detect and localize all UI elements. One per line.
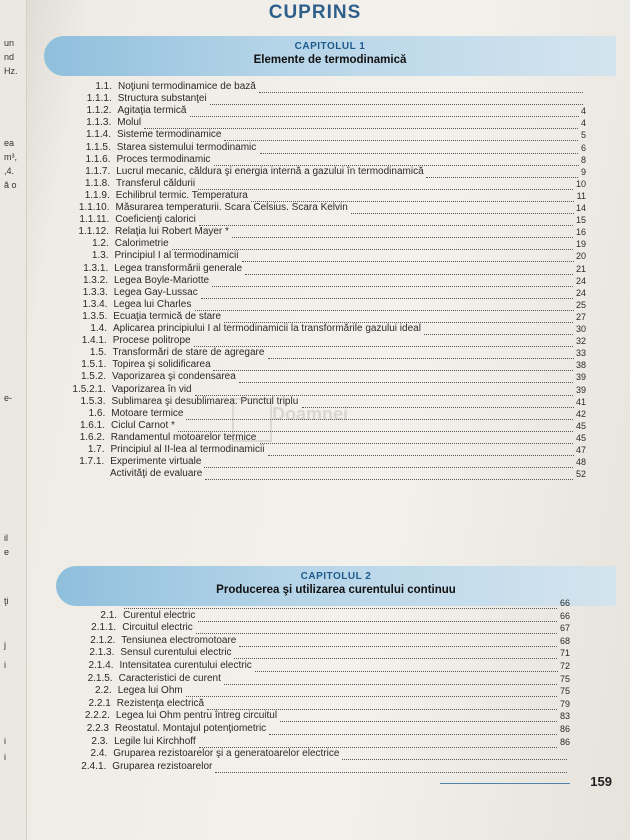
toc-entry-number: 1.7. (87, 444, 105, 455)
toc-entry-title: Transferul căldurii (116, 177, 196, 189)
toc-entry-page: 11 (576, 190, 586, 201)
toc-leader-dots (239, 371, 573, 383)
toc-entry-page: 21 (575, 263, 586, 274)
toc-entry-page: 39 (575, 384, 586, 395)
toc-entry-page: 45 (575, 420, 586, 431)
toc-leader-dots (204, 456, 573, 468)
toc-leader-dots (124, 597, 557, 609)
chapter-2-title: Producerea şi utilizarea curentului continuu (216, 584, 456, 596)
toc-entry-number: 1.4. (90, 323, 107, 334)
toc-entry-page: 68 (559, 635, 570, 646)
toc-entry[interactable] (84, 710, 570, 722)
toc-leader-dots (198, 178, 573, 190)
toc-entry-title: Legea Gay-Lussac (113, 286, 198, 298)
toc-entry[interactable] (80, 371, 586, 383)
toc-entry-title: Vaporizarea şi condensarea (112, 371, 236, 383)
margin-fragment: ea (4, 138, 15, 148)
toc-leader-dots (198, 610, 557, 622)
toc-entry[interactable] (88, 660, 571, 672)
toc-entry-page: 47 (575, 445, 586, 455)
toc-entry-page: 4 (580, 106, 586, 117)
toc-entry[interactable] (81, 335, 586, 347)
toc-entry[interactable] (88, 697, 570, 710)
toc-entry-title: Gruparea rezistoarelor (112, 760, 213, 772)
toc-entry-title: Transformări de stare de agregare (112, 347, 265, 359)
toc-entry-page: 52 (575, 469, 586, 480)
toc-entry-page: 66 (559, 610, 570, 621)
toc-entry-title: Rezistenţa electrică (116, 697, 205, 709)
toc-entry-number: 2.1.5. (87, 672, 113, 684)
toc-entry[interactable] (84, 177, 586, 190)
toc-entry-number: 2.4. (90, 748, 108, 760)
toc-entry-page: 75 (559, 673, 570, 684)
margin-fragment: m³, (4, 152, 17, 162)
toc-entry-number: 2.3. (91, 735, 109, 747)
toc-entry[interactable] (89, 647, 570, 659)
toc-leader-dots (212, 275, 573, 287)
toc-entry[interactable] (91, 735, 570, 748)
toc-entry-page: 48 (575, 457, 586, 468)
toc-leader-dots (205, 468, 573, 480)
toc-entry-number: 2.1.3. (89, 647, 115, 659)
margin-fragment: ă o (4, 180, 17, 190)
footer-rule (440, 783, 570, 784)
toc-entry-title: Starea sistemului termodinamic (116, 141, 257, 153)
toc-entry-number: 1.6. (88, 407, 106, 419)
toc-entry-number: 1.1. (95, 81, 112, 92)
margin-fragment: Hz. (4, 66, 18, 76)
toc-entry-number: 1.5. (89, 347, 107, 359)
toc-leader-dots (251, 190, 574, 202)
toc-entry-number: 1.1.7. (85, 165, 111, 177)
margin-fragment: nd (4, 52, 15, 62)
toc-entry-title: Vaporizarea în vid (111, 383, 192, 395)
margin-fragment: il (4, 533, 8, 543)
toc-leader-dots (195, 384, 573, 396)
toc-entry-number: 1.1.3. (86, 117, 112, 129)
toc-entry-number: 1.3.1. (83, 262, 109, 274)
toc-entry-number: 1.1.9. (84, 189, 110, 201)
toc-entry[interactable] (110, 468, 586, 480)
toc-entry[interactable] (82, 310, 586, 323)
toc-entry[interactable] (78, 202, 587, 214)
toc-entry[interactable] (90, 323, 586, 335)
toc-leader-dots (268, 347, 574, 359)
toc-leader-dots (213, 359, 573, 371)
toc-entry-number: 1.1.1. (86, 93, 112, 105)
toc-entry-number: 1.3.4. (82, 298, 108, 310)
toc-entry-page: 19 (575, 239, 586, 250)
toc-leader-dots (234, 647, 557, 659)
toc-entry-number: 2.1.1. (91, 622, 117, 634)
toc-entry-number: 1.3.2. (82, 274, 108, 286)
toc-entry-number: 2.2.1 (88, 697, 111, 709)
toc-entry[interactable] (90, 634, 570, 647)
toc-entry-title: Principiul I al termodinamicii (114, 250, 239, 262)
toc-leader-dots (224, 129, 578, 141)
toc-entry[interactable] (100, 609, 570, 622)
watermark-text: Doamnei (272, 404, 349, 424)
toc-entry-title: Legea Boyle-Mariotte (114, 274, 210, 286)
toc-entry-page: 86 (559, 724, 570, 734)
margin-fragment: i (4, 660, 6, 670)
toc-entry-number: 2.1.2. (90, 634, 116, 646)
toc-entry-title: Coeficienţi calorici (115, 214, 196, 226)
toc-entry-page: 24 (575, 287, 586, 298)
toc-entry-number: 1.1.12. (78, 226, 109, 238)
toc-entry-number: 1.5.1. (81, 359, 107, 371)
toc-entry-number: 1.1.5. (85, 141, 111, 153)
toc-entry[interactable] (84, 189, 586, 202)
toc-entry-page: 38 (575, 360, 586, 371)
toc-leader-dots (255, 660, 558, 672)
page-number: 159 (590, 774, 612, 789)
toc-entry-number: 1.1.6. (85, 153, 111, 165)
toc-entry-page: 67 (559, 623, 570, 634)
toc-leader-dots (268, 444, 574, 456)
toc-entry[interactable] (79, 456, 586, 468)
toc-entry-number: 2.2.3 (86, 723, 109, 734)
toc-entry-number: 1.6.2. (79, 431, 105, 443)
toc-entry-page: 79 (559, 698, 570, 709)
margin-fragment: e (4, 547, 10, 557)
toc-entry-title: Topirea şi solidificarea (112, 359, 211, 371)
toc-entry-number: 1.5.2. (80, 371, 106, 383)
toc-entry[interactable] (91, 250, 587, 262)
toc-entry[interactable] (83, 262, 586, 275)
chapter-1-title: Elemente de termodinamică (253, 54, 407, 66)
toc-entry-page: 72 (559, 661, 570, 671)
toc-entry-title: Legea lui Charles (113, 298, 192, 310)
toc-entry-title: Molul (117, 117, 142, 129)
toc-entry-title: Ecuaţia termică de stare (113, 310, 222, 322)
toc-entry-page: 4 (580, 118, 586, 129)
toc-entry[interactable] (95, 81, 586, 93)
toc-entry-title: Structura substanţei (117, 93, 207, 105)
margin-fragment: j (4, 640, 6, 650)
toc-entry-page: 75 (559, 686, 570, 697)
toc-entry-title: Curentul electric (123, 609, 196, 621)
toc-entry-number: 1.7.1. (79, 456, 105, 468)
toc-entry-title: Ciclul Carnot * (111, 419, 175, 431)
toc-entry-title: Motoare termice (111, 407, 184, 419)
toc-leader-dots (260, 142, 578, 154)
toc-entry-page: 9 (580, 166, 586, 177)
toc-entry-title: Circuitul electric (122, 622, 193, 634)
toc-leader-dots (201, 287, 573, 299)
margin-fragment: e- (4, 393, 13, 403)
toc-entry-number: 2.1.4. (88, 660, 114, 671)
toc-entry-title: Reostatul. Montajul potenţiometric (115, 723, 267, 734)
toc-entry[interactable] (86, 117, 586, 129)
toc-entry-title: Lucrul mecanic, căldura şi energia internă a gazului în termodinamică (116, 165, 424, 177)
toc-entry-page: 27 (575, 311, 586, 322)
toc-entry-page: 83 (559, 711, 570, 722)
margin-fragment: i (4, 752, 6, 762)
toc-leader-dots (424, 323, 573, 335)
toc-leader-dots (224, 673, 557, 685)
toc-entry[interactable] (82, 274, 586, 287)
toc-entry-page: 33 (575, 348, 586, 359)
toc-leader-dots (242, 250, 574, 262)
toc-entry-title: Experimente virtuale (110, 456, 202, 468)
toc-entry-title: Caracteristici de curent (118, 672, 221, 684)
toc-leader-dots (215, 761, 567, 773)
toc-leader-dots (199, 736, 557, 748)
toc-entry-number: 1.3.5. (82, 310, 108, 322)
toc-leader-dots (210, 93, 583, 105)
toc-entry[interactable] (124, 597, 570, 609)
toc-entry-title: Echilibrul termic. Temperatura (115, 189, 248, 201)
chapter-1-label: CAPITOLUL 1 (294, 41, 366, 52)
toc-entry[interactable] (91, 622, 570, 634)
toc-entry[interactable] (89, 347, 587, 359)
toc-entry-page: 8 (580, 154, 586, 165)
toc-entry-number: 1.2. (92, 238, 109, 250)
toc-entry-number: 1.3. (91, 250, 109, 262)
toc-entry-page: 6 (580, 142, 586, 153)
toc-entry-page: 5 (580, 130, 586, 141)
toc-leader-dots (351, 202, 574, 214)
toc-entry[interactable] (81, 760, 570, 773)
toc-entry[interactable] (85, 129, 586, 141)
toc-leader-dots (342, 748, 567, 760)
toc-entry-page: 15 (575, 215, 586, 226)
toc-entry-number: 1.1.2. (86, 105, 112, 117)
chapter-1-banner (44, 36, 616, 76)
toc-entry[interactable] (90, 748, 570, 760)
toc-entry[interactable] (86, 105, 587, 117)
toc-entry-title: Calorimetrie (114, 238, 169, 250)
toc-entry-title: Sisteme termodinamice (117, 129, 222, 141)
toc-entry-page: 16 (575, 227, 586, 238)
chapter-2-label: CAPITOLUL 2 (300, 571, 372, 582)
toc-entry-number: 1.1.8. (84, 177, 110, 189)
toc-entry-title: Proces termodinamic (116, 153, 211, 165)
toc-leader-dots (224, 311, 573, 323)
toc-entry[interactable] (85, 141, 586, 154)
margin-fragment: un (4, 38, 15, 48)
toc-entry[interactable] (87, 672, 570, 685)
toc-entry-title: Legile lui Kirchhoff (114, 735, 196, 747)
toc-entry-page: 14 (575, 203, 586, 213)
toc-leader-dots (190, 105, 579, 117)
margin-fragment: ţi (4, 596, 9, 606)
toc-leader-dots (207, 698, 557, 710)
page-title: CUPRINS (268, 2, 362, 23)
toc-entry-title: Tensiunea electromotoare (121, 634, 237, 646)
toc-entry[interactable] (72, 383, 586, 396)
toc-leader-dots (280, 710, 557, 722)
toc-leader-dots (232, 226, 573, 238)
toc-leader-dots (214, 154, 579, 166)
toc-entry-title: Agitaţia termică (117, 105, 187, 117)
toc-entry-title: Gruparea rezistoarelor şi a generatoarelor electrice (113, 748, 340, 760)
toc-entry-page: 45 (575, 432, 586, 443)
toc-entry-number: 1.5.2.1. (72, 383, 106, 395)
toc-entry-title: Legea transformării generale (114, 262, 243, 274)
toc-entry-page: 66 (559, 598, 570, 608)
toc-leader-dots (269, 723, 557, 735)
toc-entry-page: 71 (559, 648, 570, 659)
toc-entry-page: 42 (575, 408, 586, 419)
toc-entry-title: Legea lui Ohm (117, 685, 183, 697)
toc-entry-page: 30 (575, 324, 586, 334)
toc-entry[interactable] (86, 93, 586, 105)
previous-page-edge (0, 0, 27, 840)
toc-entry-title: Sensul curentului electric (120, 647, 232, 659)
toc-entry-page: 20 (575, 251, 586, 262)
toc-leader-dots (426, 166, 578, 178)
toc-entry-title: Noţiuni termodinamice de bază (118, 81, 256, 92)
toc-entry-title: Sublimarea şi desublimarea. Punctul triplu (111, 395, 299, 407)
toc-entry[interactable] (85, 153, 587, 166)
toc-entry[interactable] (82, 298, 587, 311)
toc-entry-title: Intensitatea curentului electric (119, 660, 252, 671)
toc-entry[interactable] (85, 165, 586, 178)
toc-entry-page: 25 (575, 299, 586, 310)
toc-entry[interactable] (82, 286, 586, 299)
toc-entry[interactable] (87, 444, 587, 456)
toc-leader-dots (196, 622, 557, 634)
toc-entry-number: 1.3.3. (82, 286, 108, 298)
toc-entry-page: 41 (575, 396, 586, 407)
margin-fragment: i (4, 736, 6, 746)
toc-leader-dots (259, 81, 583, 93)
toc-entry-number: 2.1. (100, 609, 118, 621)
toc-entry[interactable] (95, 685, 570, 697)
watermark (232, 398, 392, 442)
toc-entry-title: Randamentul motoarelor termice (110, 431, 257, 443)
toc-entry-number: 2.4.1. (81, 760, 107, 772)
toc-entry-number: 1.6.1. (79, 419, 105, 431)
toc-entry[interactable] (79, 214, 586, 226)
toc-leader-dots (195, 299, 574, 311)
toc-entry-title: Relaţia lui Robert Mayer * (115, 226, 229, 238)
toc-entry[interactable] (86, 723, 570, 735)
toc-entry-title: Legea lui Ohm pentru întreg circuitul (115, 710, 278, 722)
toc-entry-page: 32 (575, 336, 586, 347)
margin-fragment: ,4. (4, 166, 15, 176)
toc-entry-number: 1.4.1. (81, 335, 107, 347)
toc-leader-dots (144, 117, 578, 129)
toc-leader-dots (186, 685, 557, 697)
toc-entry-page: 10 (575, 178, 586, 189)
toc-entry-number: 2.2.2. (84, 710, 110, 722)
watermark-logo-icon (232, 398, 272, 442)
toc-entry[interactable] (81, 359, 586, 371)
toc-entry-title: Aplicarea principiului I al termodinamicii la transformările gazului ideal (113, 323, 421, 334)
toc-entry-number: 2.2. (95, 685, 112, 697)
toc-entry-number: 1.1.11. (79, 214, 110, 226)
toc-entry-page: 24 (575, 275, 586, 286)
toc-entry-number: 1.5.3. (80, 395, 106, 407)
toc-leader-dots (239, 635, 557, 647)
toc-leader-dots (172, 238, 573, 250)
toc-entry-number: 1.1.10. (78, 202, 110, 213)
toc-leader-dots (194, 335, 573, 347)
toc-entry-title: Procese politrope (112, 335, 191, 347)
toc-entry-page: 86 (559, 736, 570, 747)
toc-entry-title: Principiul al II-lea al termodinamicii (110, 444, 265, 455)
toc-entry-page: 39 (575, 372, 586, 383)
toc-leader-dots (245, 263, 573, 275)
toc-entry-title: Activităţi de evaluare (110, 468, 203, 480)
toc-entry[interactable] (92, 238, 586, 250)
toc-leader-dots (199, 214, 573, 226)
toc-entry-number: 1.1.4. (85, 129, 111, 141)
toc-entry-title: Măsurarea temperaturii. Scara Celsius. Scara Kelvin (115, 202, 348, 213)
toc-entry[interactable] (78, 226, 586, 238)
